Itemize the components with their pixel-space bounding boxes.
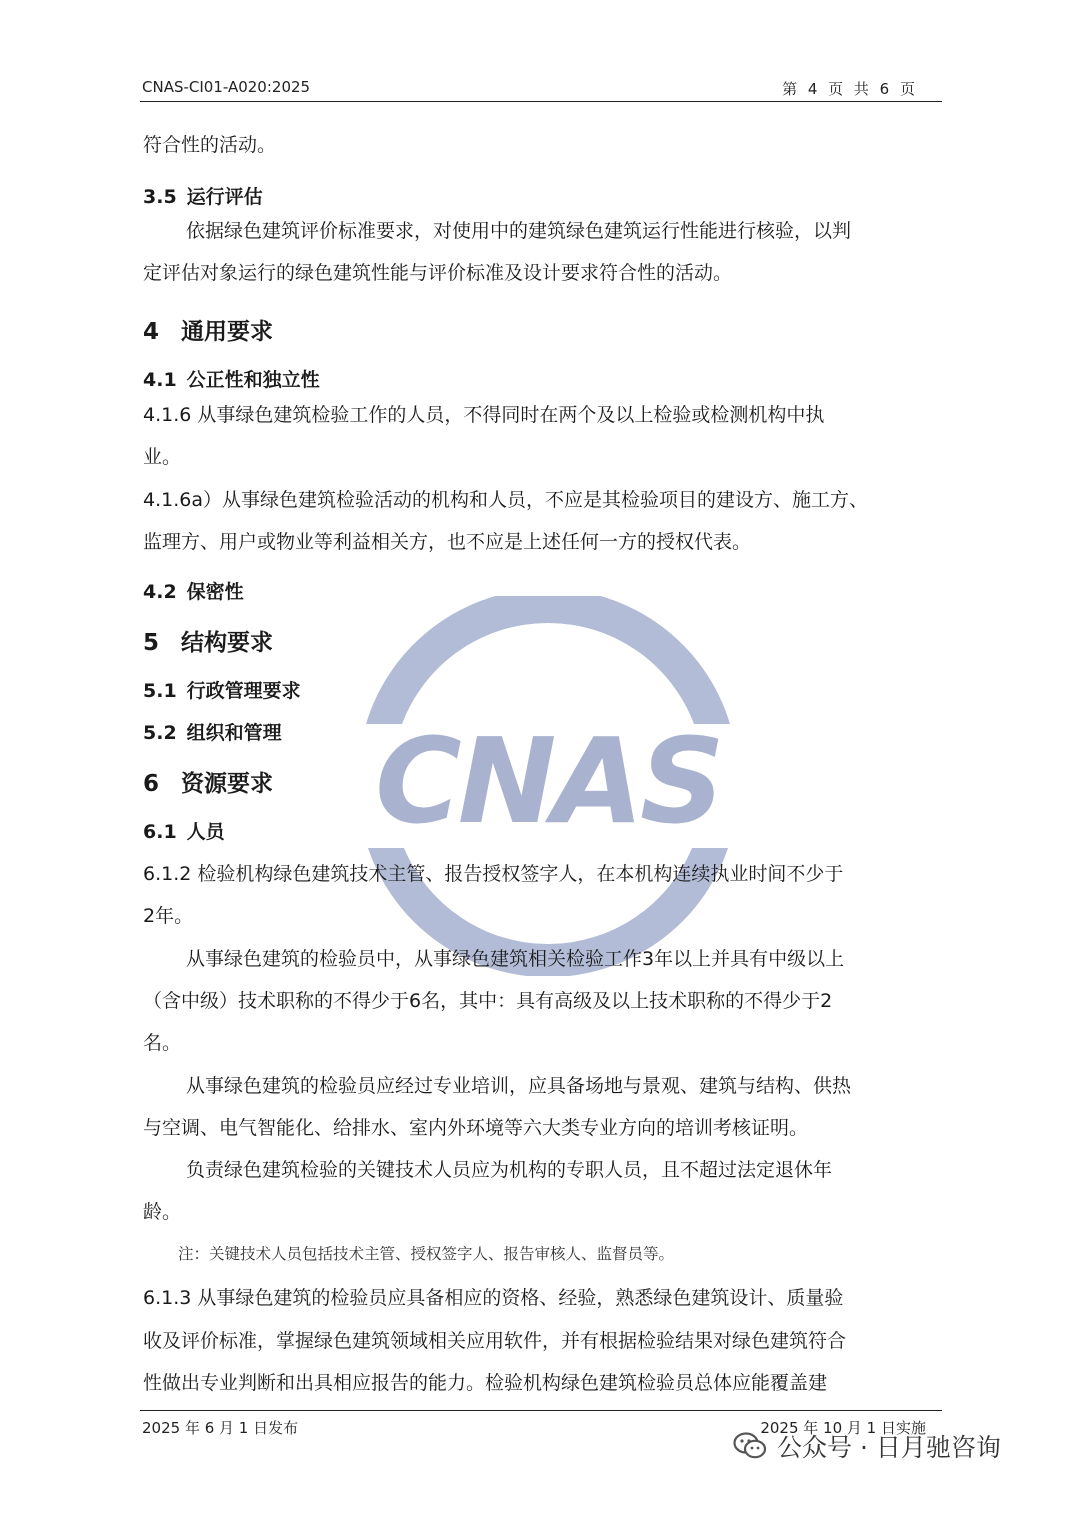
section-4-heading [143,313,273,346]
section-5-heading [143,624,273,657]
section-title: 组织和管理 [186,722,282,744]
text-line: 业。 [143,446,182,468]
text-line: 负责绿色建筑检验的关键技术人员应为机构的专职人员，且不超过法定退休年 [186,1159,833,1181]
note-text: 注：关键技术人员包括技术主管、授权签字人、报告审核人、监督员等。 [178,1245,675,1263]
section-title: 运行评估 [186,186,263,208]
section-title: 资源要求 [181,771,273,797]
text-line: 从事绿色建筑的检验员中，从事绿色建筑相关检验工作3年以上并具有中级以上 [186,948,845,970]
text-line: 6.1.3 从事绿色建筑的检验员应具备相应的资格、经验，熟悉绿色建筑设计、质量验 [143,1287,844,1309]
text-line: 符合性的活动。 [143,134,277,156]
watermark-text: CNAS [375,712,721,850]
section-title: 公正性和独立性 [186,369,320,391]
footer-rule [140,1410,942,1411]
section-number: 5.2 [143,722,177,744]
doc-code: CNAS-CI01-A020:2025 [142,78,311,96]
text-line: 4.1.6 从事绿色建筑检验工作的人员，不得同时在两个及以上检验或检测机构中执 [143,404,825,426]
section-title: 结构要求 [181,630,273,656]
section-number: 6 [143,771,160,797]
cnas-watermark-logo [338,596,758,976]
wechat-icon [733,1431,767,1461]
section-title: 人员 [186,821,225,843]
text-line: 监理方、用户或物业等利益相关方，也不应是上述任何一方的授权代表。 [143,531,752,553]
text-line: 龄。 [143,1201,182,1223]
text-line: （含中级）技术职称的不得少于6名，其中：具有高级及以上技术职称的不得少于2 [143,990,833,1012]
section-6-1-heading [143,817,225,844]
section-number: 3.5 [143,186,177,208]
section-number: 5.1 [143,680,177,702]
text-line: 性做出专业判断和出具相应报告的能力。检验机构绿色建筑检验员总体应能覆盖建 [143,1372,828,1394]
section-3-5-heading [143,182,263,209]
section-5-1-heading [143,676,301,703]
text-line: 4.1.6a）从事绿色建筑检验活动的机构和人员，不应是其检验项目的建设方、施工方、 [143,489,868,511]
wechat-account-tag [733,1428,1001,1464]
text-line: 定评估对象运行的绿色建筑性能与评价标准及设计要求符合性的活动。 [143,262,733,284]
text-line: 2年。 [143,905,194,927]
wechat-account-label: 公众号 · 日月驰咨询 [777,1433,1001,1462]
text-line: 名。 [143,1032,182,1054]
text-line: 与空调、电气智能化、给排水、室内外环境等六大类专业方向的培训考核证明。 [143,1117,809,1139]
section-title: 行政管理要求 [186,680,301,702]
section-5-2-heading [143,718,282,745]
text-line: 依据绿色建筑评价标准要求，对使用中的建筑绿色建筑运行性能进行核验，以判 [186,220,852,242]
section-number: 5 [143,630,160,656]
section-number: 4.1 [143,369,177,391]
page-info: 第 4 页 共 6 页 [782,80,918,98]
section-4-2-heading [143,577,244,604]
header-rule [140,101,942,102]
section-title: 保密性 [186,581,244,603]
section-number: 6.1 [143,821,177,843]
effective-date: 2025 年 10 月 1 日实施 [760,1419,926,1437]
text-line: 收及评价标准，掌握绿色建筑领域相关应用软件，并有根据检验结果对绿色建筑符合 [143,1330,847,1352]
text-line: 6.1.2 检验机构绿色建筑技术主管、报告授权签字人，在本机构连续执业时间不少于 [143,863,844,885]
section-4-1-heading [143,365,320,392]
section-6-heading [143,765,273,798]
section-number: 4.2 [143,581,177,603]
text-line: 从事绿色建筑的检验员应经过专业培训，应具备场地与景观、建筑与结构、供热 [186,1075,852,1097]
issued-date: 2025 年 6 月 1 日发布 [142,1419,299,1437]
section-title: 通用要求 [181,319,273,345]
section-number: 4 [143,319,160,345]
